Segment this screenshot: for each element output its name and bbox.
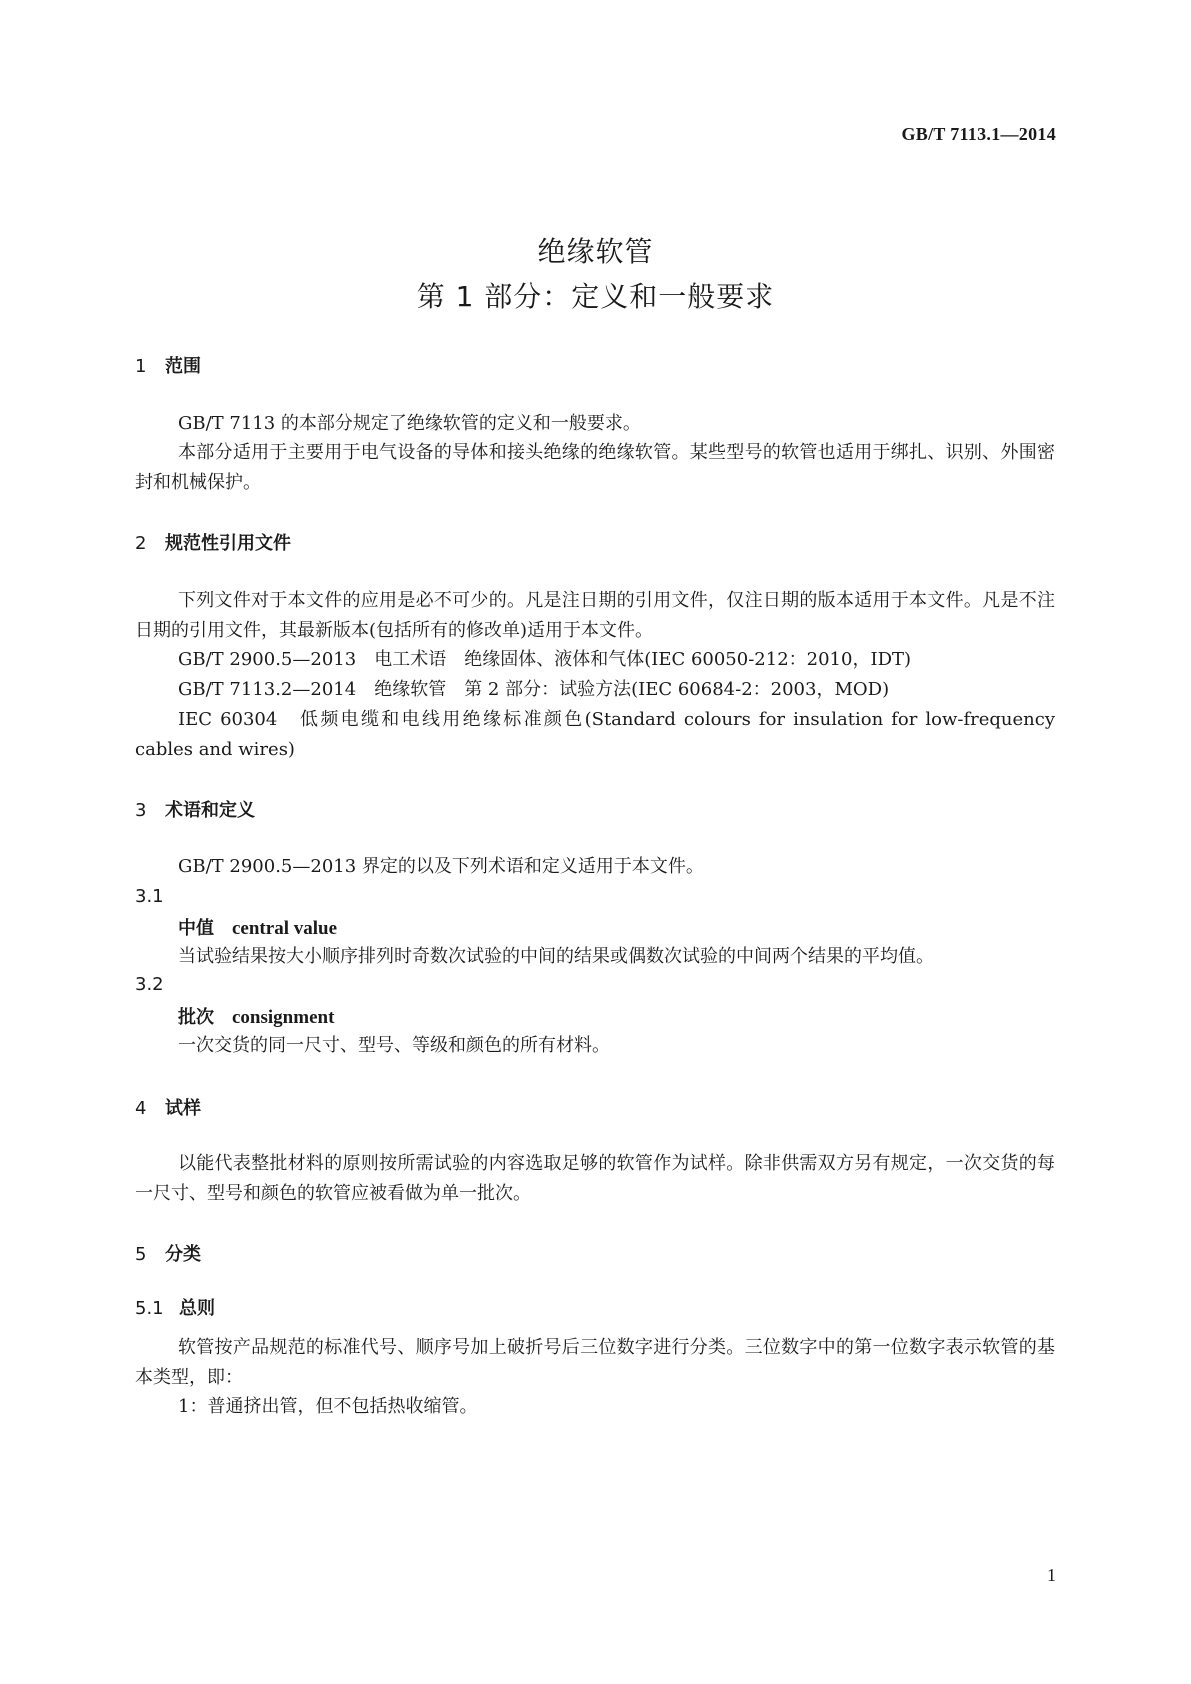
term-chinese: 中值 xyxy=(178,918,214,939)
section-1-heading xyxy=(135,352,201,378)
term-english: central value xyxy=(232,918,338,939)
section-title: 术语和定义 xyxy=(165,800,255,821)
paragraph: GB/T 2900.5—2013 界定的以及下列术语和定义适用于本文件。 xyxy=(178,856,704,877)
term-definition: 一次交货的同一尺寸、型号、等级和颜色的所有材料。 xyxy=(178,1035,610,1056)
section-number: 3 xyxy=(135,800,147,821)
section-number: 4 xyxy=(135,1098,147,1119)
section-number: 2 xyxy=(135,533,147,554)
page-number: 1 xyxy=(1047,1565,1056,1585)
term-number: 3.2 xyxy=(135,974,164,995)
subsection-title: 总则 xyxy=(179,1298,215,1319)
term-definition: 当试验结果按大小顺序排列时奇数次试验的中间的结果或偶数次试验的中间两个结果的平均值。 xyxy=(178,946,934,967)
paragraph: 1：普通挤出管，但不包括热收缩管。 xyxy=(178,1396,478,1417)
section-2-heading xyxy=(135,529,291,555)
subsection-5-1-heading xyxy=(135,1294,215,1320)
section-number: 5 xyxy=(135,1244,147,1265)
section-3-heading xyxy=(135,796,255,822)
section-title: 试样 xyxy=(165,1098,201,1119)
term-number: 3.1 xyxy=(135,886,164,907)
term-entry xyxy=(178,1003,334,1029)
section-title: 规范性引用文件 xyxy=(165,533,291,554)
standard-number: GB/T 7113.1—2014 xyxy=(901,124,1056,144)
section-4-heading xyxy=(135,1094,201,1120)
section-5-heading xyxy=(135,1240,201,1266)
reference-item: GB/T 2900.5—2013 电工术语 绝缘固体、液体和气体(IEC 60050-212：2010，IDT) xyxy=(178,649,912,670)
paragraph: 下列文件对于本文件的应用是必不可少的。凡是注日期的引用文件，仅注日期的版本适用于本文件。凡是不注日期的引用文件，其最新版本(包括所有的修改单)适用于本文件。 xyxy=(135,590,1055,641)
paragraph: GB/T 7113 的本部分规定了绝缘软管的定义和一般要求。 xyxy=(178,413,641,434)
section-title: 分类 xyxy=(165,1244,201,1265)
paragraph: 本部分适用于主要用于电气设备的导体和接头绝缘的绝缘软管。某些型号的软管也适用于绑扎、识别、外围密封和机械保护。 xyxy=(135,442,1055,493)
term-entry xyxy=(178,914,337,940)
paragraph: 以能代表整批材料的原则按所需试验的内容选取足够的软管作为试样。除非供需双方另有规定，一次交货的每一尺寸、型号和颜色的软管应被看做为单一批次。 xyxy=(135,1153,1055,1204)
document-title: 绝缘软管 xyxy=(537,235,654,268)
document-subtitle: 第 1 部分：定义和一般要求 xyxy=(416,280,775,313)
paragraph: 软管按产品规范的标准代号、顺序号加上破折号后三位数字进行分类。三位数字中的第一位数字表示软管的基本类型，即： xyxy=(135,1337,1055,1388)
reference-item: IEC 60304 低频电缆和电线用绝缘标准颜色(Standard colours for insulation for low-frequency cables and wires) xyxy=(135,709,1055,760)
section-number: 1 xyxy=(135,356,147,377)
term-english: consignment xyxy=(232,1007,335,1028)
term-chinese: 批次 xyxy=(178,1007,214,1028)
subsection-number: 5.1 xyxy=(135,1298,164,1319)
reference-item: GB/T 7113.2—2014 绝缘软管 第 2 部分：试验方法(IEC 60684-2：2003，MOD) xyxy=(178,679,890,700)
section-title: 范围 xyxy=(165,356,201,377)
